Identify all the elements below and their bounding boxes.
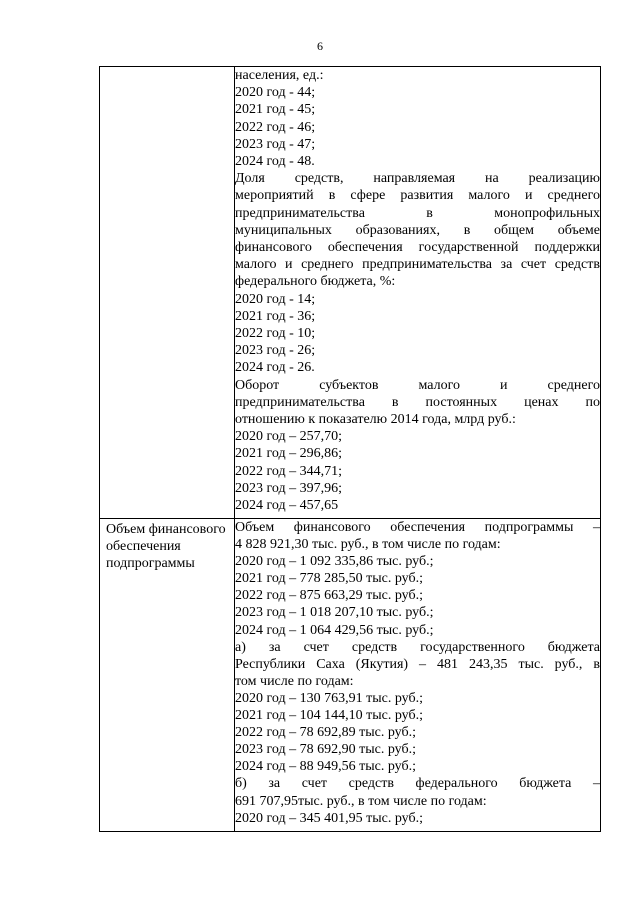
text-line: 2022 год – 875 663,29 тыс. руб.;	[235, 588, 423, 604]
text-line: финансового обеспечения государственной поддержки	[235, 240, 600, 256]
text-line: 2021 год – 778 285,50 тыс. руб.;	[235, 571, 423, 587]
text-line: Оборот субъектов малого и среднего	[235, 377, 600, 393]
table-row-indicators	[100, 67, 601, 519]
text-line: Объем финансового обеспечения подпрограммы –	[235, 520, 600, 535]
text-line: 691 707,95тыс. руб., в том числе по годам:	[235, 793, 487, 809]
indicators-text	[235, 67, 600, 514]
text-line: Республики Саха (Якутия) – 481 243,35 тыс. руб., в	[235, 656, 600, 672]
text-line: 2020 год - 14;	[235, 291, 316, 307]
financing-cell	[235, 519, 601, 832]
page-number: 6	[317, 39, 323, 53]
text-line: отношению к показателю 2014 года, млрд руб.:	[235, 412, 516, 428]
financing-row-label: Объем финансового обеспечения подпрограммы	[106, 522, 226, 571]
text-line: 2024 год – 457,65	[235, 498, 339, 514]
text-line: Доля средств, направляемая на реализацию	[235, 171, 600, 187]
text-line: том числе по годам:	[235, 673, 354, 689]
text-line: 2020 год – 1 092 335,86 тыс. руб.;	[235, 554, 434, 570]
passport-table	[99, 66, 601, 832]
text-line: 2024 год - 48.	[235, 154, 315, 170]
text-line: 2024 год – 88 949,56 тыс. руб.;	[235, 759, 416, 775]
text-line: 2023 год – 1 018 207,10 тыс. руб.;	[235, 605, 434, 621]
text-line: а) за счет средств государственного бюджета	[235, 639, 600, 655]
row-label-cell-empty	[100, 67, 235, 519]
text-line: 2020 год – 345 401,95 тыс. руб.;	[235, 810, 423, 826]
text-line: 2020 год - 44;	[235, 85, 316, 101]
indicators-cell	[235, 67, 601, 519]
text-line: 2021 год – 296,86;	[235, 446, 343, 462]
text-line: б) за счет средств федерального бюджета –	[235, 776, 600, 792]
text-line: предпринимательства в монопрофильных	[235, 205, 600, 221]
text-line: 2020 год – 130 763,91 тыс. руб.;	[235, 690, 423, 706]
text-line: 2022 год – 78 692,89 тыс. руб.;	[235, 725, 416, 741]
text-line: 2023 год – 78 692,90 тыс. руб.;	[235, 742, 416, 758]
text-line: 2022 год - 10;	[235, 326, 316, 342]
text-line: мероприятий в сфере развития малого и среднего	[235, 188, 600, 204]
text-line: 2023 год - 26;	[235, 343, 316, 359]
text-line: 2024 год – 1 064 429,56 тыс. руб.;	[235, 622, 434, 638]
text-line: 2022 год - 46;	[235, 119, 316, 135]
text-line: предпринимательства в постоянных ценах по	[235, 394, 600, 410]
text-line: 2021 год – 104 144,10 тыс. руб.;	[235, 708, 423, 724]
text-line: 2023 год - 47;	[235, 136, 316, 152]
text-line: малого и среднего предпринимательства за счет средств	[235, 257, 600, 273]
text-line: муниципальных образованиях, в общем объеме	[235, 222, 600, 238]
text-line: 2020 год – 257,70;	[235, 429, 343, 445]
text-line: 2021 год - 45;	[235, 102, 316, 118]
text-line: населения, ед.:	[235, 68, 324, 83]
text-line: 4 828 921,30 тыс. руб., в том числе по годам:	[235, 537, 501, 553]
text-line: 2022 год – 344,71;	[235, 463, 343, 479]
text-line: 2023 год – 397,96;	[235, 480, 343, 496]
text-line: федерального бюджета, %:	[235, 274, 396, 290]
row-label-cell	[100, 519, 235, 832]
text-line: 2024 год - 26.	[235, 360, 315, 376]
text-line: 2021 год - 36;	[235, 308, 316, 324]
table-row-financing	[100, 519, 601, 832]
financing-text	[235, 519, 600, 827]
